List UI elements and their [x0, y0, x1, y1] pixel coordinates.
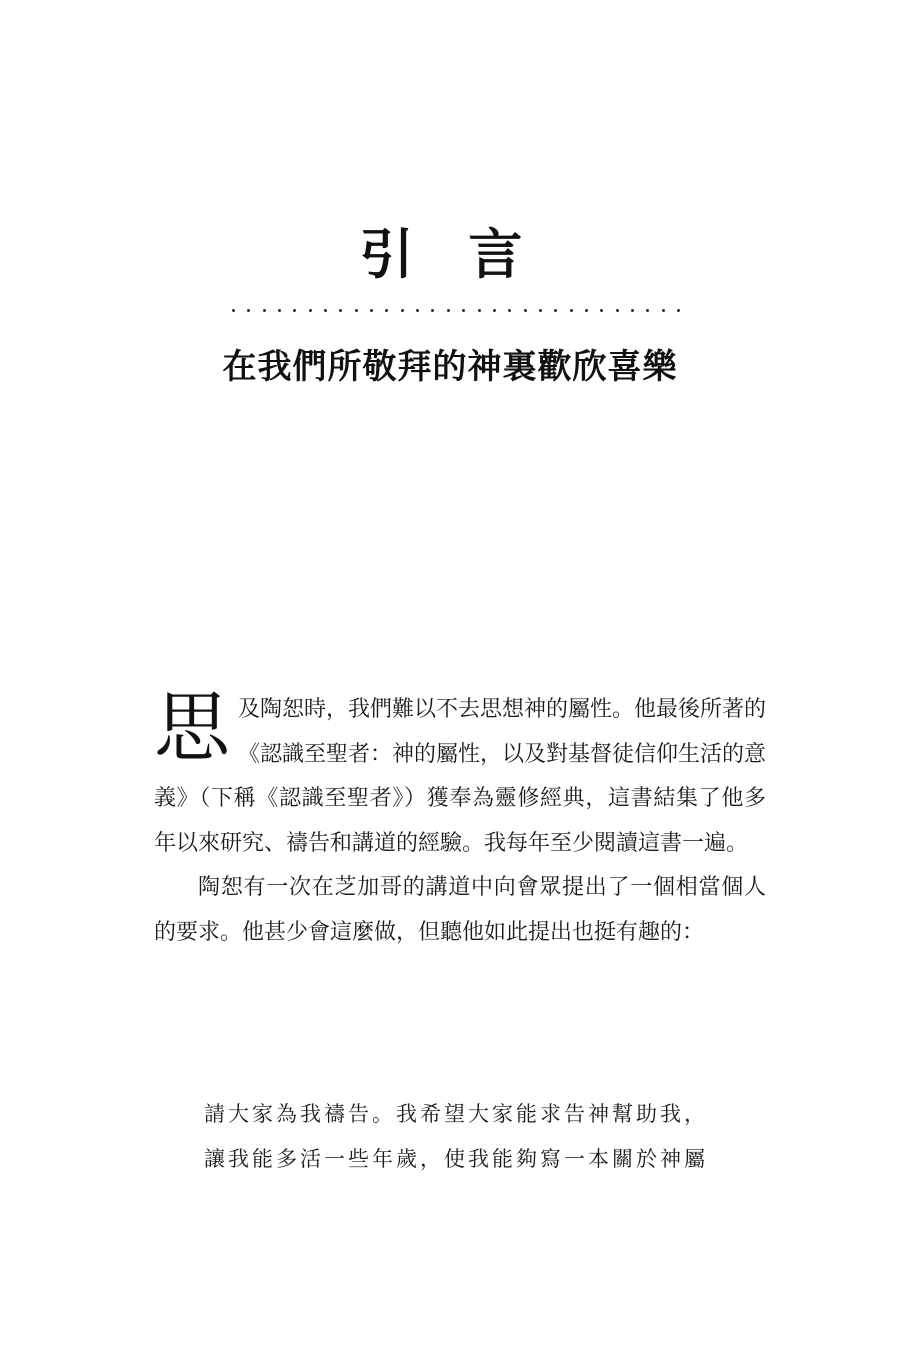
divider-dot [554, 309, 557, 312]
divider-dot [247, 309, 250, 312]
divider-dot [662, 309, 665, 312]
divider-dot [677, 309, 680, 312]
divider-dot [401, 309, 404, 312]
divider-dot [631, 309, 634, 312]
divider-dot [324, 309, 327, 312]
divider-dot [339, 309, 342, 312]
quote-line-2: 讓我能多活一些年歲，使我能夠寫一本關於神屬 [204, 1147, 708, 1171]
divider-dot [585, 309, 588, 312]
divider-dot [570, 309, 573, 312]
chapter-subtitle: 在我們所敬拜的神裏歡欣喜樂 [222, 347, 678, 387]
divider-dot [508, 309, 511, 312]
divider-dot [370, 309, 373, 312]
divider-dot [278, 309, 281, 312]
divider-dot [616, 309, 619, 312]
divider-dot [493, 309, 496, 312]
divider-dot [416, 309, 419, 312]
quote-line-1: 請大家為我禱告。我希望大家能求告神幫助我， [204, 1102, 708, 1126]
paragraph-2: 陶恕有一次在芝加哥的講道中向會眾提出了一個相當個人的要求。他甚少會這麼做，但聽他如此提出也挺有趣的： [154, 875, 766, 945]
divider-dot [355, 309, 358, 312]
chapter-title: 引 言 [359, 223, 541, 286]
divider-dot [524, 309, 527, 312]
dotted-divider [232, 300, 680, 320]
paragraph-1 [154, 683, 767, 866]
divider-dot [462, 309, 465, 312]
divider-dot [646, 309, 649, 312]
divider-dot [539, 309, 542, 312]
divider-dot [447, 309, 450, 312]
divider-dot [385, 309, 388, 312]
drop-cap: 思 [154, 683, 230, 772]
block-quote [204, 1092, 734, 1182]
divider-dot [600, 309, 603, 312]
divider-dot [232, 309, 235, 312]
paragraph-1-text: 及陶恕時，我們難以不去思想神的屬性。他最後所著的《認識至聖者：神的屬性，以及對基督徒信仰生活的意義》（下稱《認識至聖者》）獲奉為靈修經典，這書結集了他多年以來研究、禱告和講道的經驗。我每年至少閱讀這書一遍。 [154, 697, 767, 856]
divider-dot [309, 309, 312, 312]
divider-dot [293, 309, 296, 312]
divider-dot [263, 309, 266, 312]
divider-dot [478, 309, 481, 312]
divider-dot [431, 309, 434, 312]
body-text [154, 683, 767, 955]
